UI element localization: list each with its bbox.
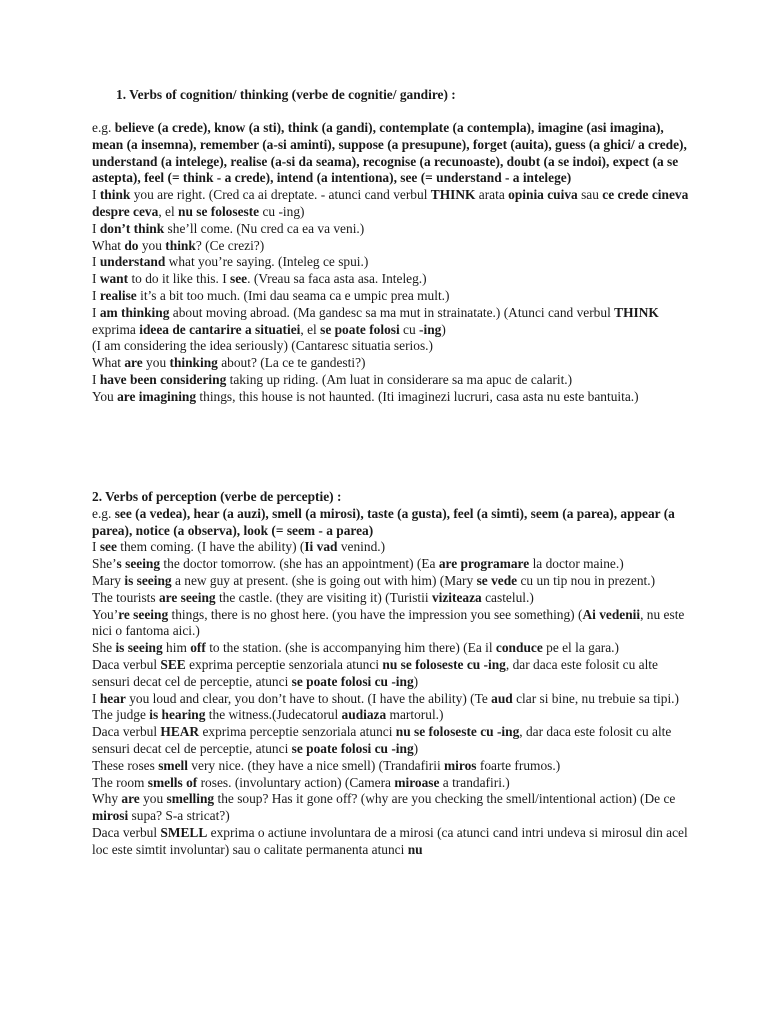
bold-text: want xyxy=(99,271,129,287)
bold-text: nu se foloseste cu -ing xyxy=(395,724,520,740)
text-run: ? (Ce crezi?) xyxy=(195,237,265,253)
bold-text: believe (a crede), know (a sti), think (a gandi), contemplate (a contempla), imagine (asi imagina), mean (a insemna), remember (a-si aminti), suppose (a presupune), forget (auita), guess (a ghici/ a crede), understand (a intelege), realise (a-si da seama), recognise (a recunoaste), doubt (a se indoi), expect (a se astepta), feel (= think - a crede), intend (a intentiona), see (= understand - a intelege) xyxy=(92,120,687,186)
bold-text: miroase xyxy=(394,774,440,790)
text-run: She’ xyxy=(92,556,117,572)
bold-text: ideea de cantarire a situatiei xyxy=(139,321,301,337)
section1-paragraph xyxy=(92,355,692,372)
section1-paragraph xyxy=(92,120,692,187)
bold-text: aud xyxy=(491,690,513,706)
text-run: cu un tip nou in prezent.) xyxy=(517,572,656,588)
text-run: things, this house is not haunted. (Iti imaginezi lucruri, casa asta nu este bantuita.) xyxy=(196,388,639,404)
text-run: the castle. (they are visiting it) (Turistii xyxy=(215,589,432,605)
text-run: Mary xyxy=(92,572,125,588)
section1-paragraph xyxy=(92,372,692,389)
bold-text: don’t think xyxy=(99,220,165,236)
text-run: cu -ing) xyxy=(259,203,305,219)
text-run: the doctor tomorrow. (she has an appointment) (Ea xyxy=(160,556,439,572)
bold-text: nu se foloseste cu -ing xyxy=(382,656,506,672)
text-run: I xyxy=(92,371,100,387)
bold-text: are programare xyxy=(438,556,530,572)
text-run: you are right. (Cred ca ai dreptate. - atunci cand verbul xyxy=(130,187,431,203)
text-run: exprima o actiune involuntara de a mirosi (ca atunci cand intri undeva si mirosul din acel loc este simtit involuntar) sau o calitate permanenta atunci xyxy=(92,824,688,857)
section1-paragraph xyxy=(92,305,692,339)
text-run: martorul.) xyxy=(386,707,444,723)
text-run: , el xyxy=(300,321,321,337)
text-run: the witness.(Judecatorul xyxy=(205,707,342,723)
section2-paragraph xyxy=(92,556,692,573)
text-run: cu xyxy=(399,321,420,337)
section2-paragraph xyxy=(92,657,692,691)
text-run: I xyxy=(92,271,100,287)
text-run: the soup? Has it gone off? (why are you checking the smell/intentional action) (De ce xyxy=(214,791,676,807)
text-run: what you’re saying. (Inteleg ce spui.) xyxy=(165,254,369,270)
bold-text: se poate folosi cu -ing xyxy=(291,740,414,756)
text-run: You xyxy=(92,388,118,404)
text-run: you loud and clear, you don’t have to shout. (I have the ability) (Te xyxy=(125,690,492,706)
text-run: She xyxy=(92,640,116,656)
text-run: Daca verbul xyxy=(92,824,161,840)
text-run: she’ll come. (Nu cred ca ea va veni.) xyxy=(164,220,365,236)
section2-paragraph xyxy=(92,506,692,540)
text-run: them coming. (I have the ability) ( xyxy=(116,539,305,555)
section1-paragraph xyxy=(92,187,692,221)
bold-text: is seeing xyxy=(124,572,172,588)
text-run: exprima perceptie senzoriala atunci xyxy=(185,656,383,672)
bold-text: have been considering xyxy=(99,371,227,387)
text-run: ) xyxy=(413,740,419,756)
bold-text: do xyxy=(124,237,139,253)
text-run: la doctor maine.) xyxy=(529,556,624,572)
bold-text: opinia cuiva xyxy=(508,187,578,203)
text-run: I xyxy=(92,254,100,270)
bold-text: HEAR xyxy=(160,724,200,740)
section1-paragraph xyxy=(92,254,692,271)
text-run: I xyxy=(92,304,100,320)
bold-text: SEE xyxy=(160,656,186,672)
bold-text: think xyxy=(165,237,196,253)
text-run: sau xyxy=(577,187,603,203)
section2-paragraph xyxy=(92,539,692,556)
text-run: What xyxy=(92,355,125,371)
bold-text: audiaza xyxy=(341,707,387,723)
text-run: it’s a bit too much. (Imi dau seama ca e umpic prea mult.) xyxy=(136,287,450,303)
text-run: you xyxy=(142,355,170,371)
bold-text: mirosi xyxy=(92,808,129,824)
section1-body xyxy=(92,120,692,406)
bold-text: re seeing xyxy=(118,606,169,622)
bold-text: nu se foloseste xyxy=(178,203,260,219)
text-run: to the station. (she is accompanying him there) (Ea il xyxy=(205,640,496,656)
text-run: You’ xyxy=(92,606,119,622)
bold-text: are imagining xyxy=(117,388,197,404)
bold-text: smells of xyxy=(147,774,198,790)
bold-text: ce crede cineva despre ceva xyxy=(92,187,689,219)
bold-text: realise xyxy=(99,287,137,303)
section1-paragraph xyxy=(92,338,692,355)
text-run: (I am considering the idea seriously) (Cantaresc situatia serios.) xyxy=(92,338,433,354)
text-run: The tourists xyxy=(92,589,159,605)
section2-paragraph xyxy=(92,573,692,590)
bold-text: se poate folosi xyxy=(320,321,400,337)
section2-paragraph xyxy=(92,590,692,607)
section2-body xyxy=(92,489,692,859)
section2-paragraph xyxy=(92,825,692,859)
bold-text: are seeing xyxy=(158,589,216,605)
text-run: things, there is no ghost here. (you have the impression you see something) ( xyxy=(168,606,583,622)
section2-heading: 2. Verbs of perception (verbe de perceptie) : xyxy=(92,489,342,504)
bold-text: viziteaza xyxy=(431,589,482,605)
section2-paragraph xyxy=(92,791,692,825)
text-run: venind.) xyxy=(337,539,386,555)
text-run: supa? S-a stricat?) xyxy=(128,808,230,824)
text-run: him xyxy=(162,640,191,656)
text-run: I xyxy=(92,690,100,706)
section1-paragraph xyxy=(92,271,692,288)
bold-text: -ing xyxy=(419,321,442,337)
text-run: . (Vreau sa faca asta asa. Inteleg.) xyxy=(247,271,427,287)
section2-paragraph xyxy=(92,607,692,641)
text-run: e.g. xyxy=(92,120,115,135)
section1-paragraph xyxy=(92,389,692,406)
bold-text: miros xyxy=(444,757,477,773)
section2-paragraph xyxy=(92,707,692,724)
text-run: castelul.) xyxy=(481,589,534,605)
text-run: exprima perceptie senzoriala atunci xyxy=(199,724,396,740)
text-run: , dar daca este folosit cu alte sensuri decat cel de perceptie, atunci xyxy=(92,724,672,756)
text-run: Why xyxy=(92,791,122,807)
bold-text: s seeing xyxy=(116,556,161,572)
bold-text: THINK xyxy=(430,187,476,203)
bold-text: off xyxy=(190,640,206,656)
text-run: The judge xyxy=(92,707,150,723)
bold-text: see xyxy=(230,271,248,287)
text-run: Daca verbul xyxy=(92,656,161,672)
text-run: The room xyxy=(92,774,148,790)
text-run: foarte frumos.) xyxy=(476,757,561,773)
section2-paragraph xyxy=(92,775,692,792)
bold-text: understand xyxy=(99,254,166,270)
bold-text: smelling xyxy=(166,791,215,807)
bold-text: nu xyxy=(407,841,423,857)
text-run: very nice. (they have a nice smell) (Trandafirii xyxy=(187,757,445,773)
text-run: about? (La ce te gandesti?) xyxy=(217,355,366,371)
bold-text: is hearing xyxy=(149,707,206,723)
text-run: you xyxy=(138,237,166,253)
bold-text: Ai vedenii xyxy=(582,606,641,622)
text-run: clar si bine, nu trebuie sa tipi.) xyxy=(512,690,679,706)
text-run: a trandafiri.) xyxy=(439,774,510,790)
bold-text: se poate folosi cu -ing xyxy=(291,673,414,689)
section2-paragraph xyxy=(92,691,692,708)
section2-paragraph xyxy=(92,758,692,775)
section2-paragraph xyxy=(92,724,692,758)
text-run: ) xyxy=(413,673,419,689)
text-run: , nu este nici o fantoma aici.) xyxy=(92,606,685,639)
bold-text: see xyxy=(99,539,117,555)
text-run: e.g. xyxy=(92,505,115,521)
bold-text: are xyxy=(124,355,143,371)
bold-text: think xyxy=(99,187,131,203)
bold-text: thinking xyxy=(169,355,218,371)
text-run: , dar daca este folosit cu alte sensuri decat cel de perceptie, atunci xyxy=(92,656,658,689)
bold-text: SMELL xyxy=(160,824,208,840)
text-run: arata xyxy=(475,187,509,203)
text-run: roses. (involuntary action) (Camera xyxy=(197,774,395,790)
text-run: ) xyxy=(441,321,446,337)
bold-text: Ii vad xyxy=(304,539,338,555)
section1-paragraph xyxy=(92,238,692,255)
bold-text: hear xyxy=(99,690,126,706)
bold-text: se vede xyxy=(476,572,518,588)
bold-text: conduce xyxy=(495,640,543,656)
text-run: I xyxy=(92,287,100,303)
text-run: I xyxy=(92,539,100,555)
bold-text: see (a vedea), hear (a auzi), smell (a mirosi), taste (a gusta), feel (a simti), seem (a parea), appear (a parea), notice (a observa), look (= seem - a parea) xyxy=(92,505,675,538)
text-run: I xyxy=(92,187,100,203)
text-run: pe el la gara.) xyxy=(542,640,619,656)
section1-paragraph xyxy=(92,288,692,305)
text-run: exprima xyxy=(92,321,140,337)
text-run: to do it like this. I xyxy=(128,271,231,287)
text-run: a new guy at present. (she is going out with him) (Mary xyxy=(171,572,477,588)
bold-text: are xyxy=(121,791,140,807)
text-run: taking up riding. (Am luat in considerare sa ma apuc de calarit.) xyxy=(226,371,573,387)
bold-text: am thinking xyxy=(99,304,170,320)
bold-text: is seeing xyxy=(115,640,163,656)
text-run: Daca verbul xyxy=(92,724,161,740)
bold-text: smell xyxy=(158,757,188,773)
text-run: , el xyxy=(158,203,179,219)
section1-heading: 1. Verbs of cognition/ thinking (verbe de cognitie/ gandire) : xyxy=(116,87,456,102)
text-run: you xyxy=(139,791,167,807)
bold-text: THINK xyxy=(614,304,659,320)
text-run: about moving abroad. (Ma gandesc sa ma mut in strainatate.) (Atunci cand verbul xyxy=(169,304,615,320)
text-run: These roses xyxy=(92,757,159,773)
text-run: I xyxy=(92,220,100,236)
section1-paragraph xyxy=(92,221,692,238)
text-run: What xyxy=(92,237,125,253)
section2-paragraph xyxy=(92,640,692,657)
